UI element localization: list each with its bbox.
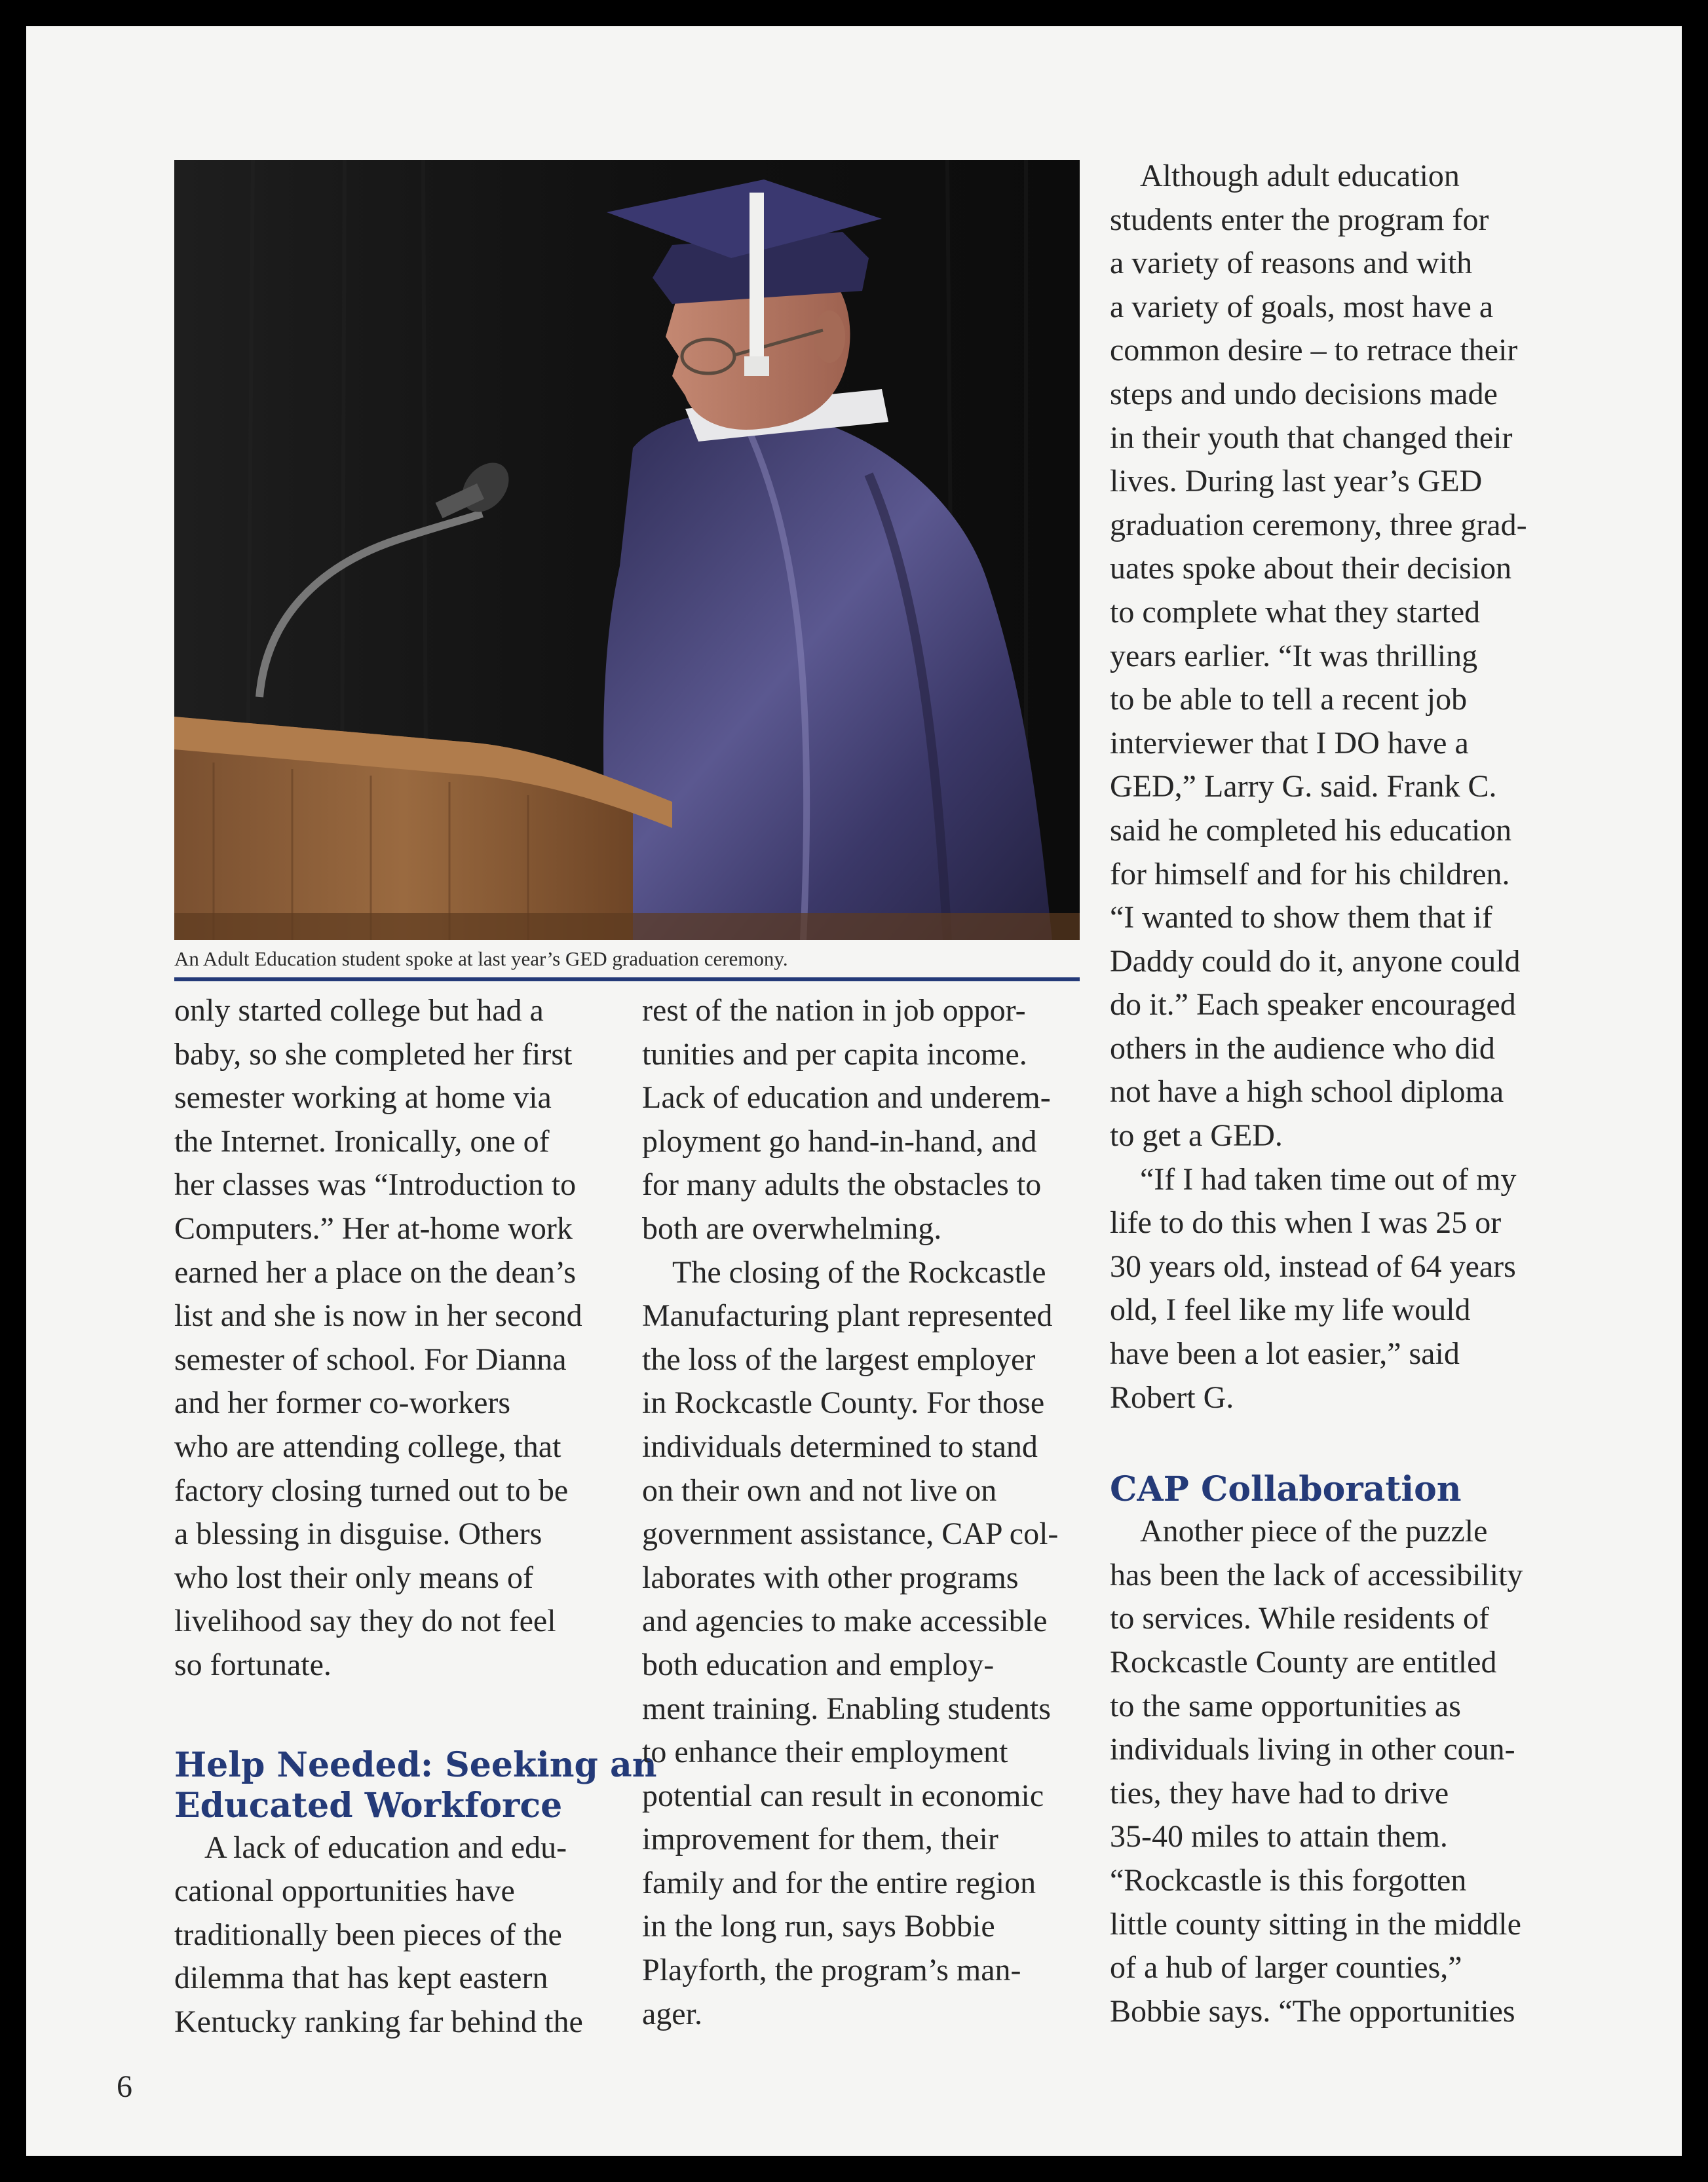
- text-line: who lost their only means of: [174, 1560, 533, 1595]
- text-line: old, I feel like my life would: [1110, 1292, 1471, 1328]
- text-line: individuals living in other coun-: [1110, 1732, 1515, 1767]
- text-line: only started college but had a: [174, 993, 544, 1028]
- col3-paragraph-3: [1110, 1510, 1582, 2033]
- text-line: rest of the nation in job oppor-: [642, 993, 1026, 1028]
- col2-paragraph-1: [642, 989, 1094, 1251]
- text-line: individuals determined to stand: [642, 1429, 1038, 1464]
- text-line: family and for the entire region: [642, 1865, 1036, 1900]
- text-line: baby, so she completed her first: [174, 1036, 573, 1072]
- text-line: in the long run, says Bobbie: [642, 1909, 995, 1944]
- column-1: [174, 989, 657, 2044]
- text-line: “If I had taken time out of my: [1140, 1161, 1517, 1197]
- text-line: interviewer that I DO have a: [1110, 725, 1469, 761]
- text-line: to enhance their employment: [642, 1735, 1008, 1770]
- text-line: tunities and per capita income.: [642, 1036, 1027, 1072]
- page-number: 6: [117, 2069, 132, 2104]
- text-line: a variety of goals, most have a: [1110, 289, 1494, 324]
- text-line: for many adults the obstacles to: [642, 1167, 1042, 1203]
- column-2: [642, 989, 1094, 2036]
- text-line: not have a high school diploma: [1110, 1074, 1504, 1110]
- text-line: common desire – to retrace their: [1110, 333, 1518, 368]
- text-line: both are overwhelming.: [642, 1211, 942, 1246]
- text-line: others in the audience who did: [1110, 1030, 1495, 1066]
- text-line: in Rockcastle County. For those: [642, 1385, 1045, 1421]
- col3-paragraph-2: [1110, 1158, 1582, 1420]
- text-line: to get a GED.: [1110, 1118, 1283, 1154]
- text-line: lives. During last year’s GED: [1110, 464, 1483, 499]
- text-line: and her former co-workers: [174, 1385, 511, 1421]
- text-line: both education and employ-: [642, 1647, 995, 1682]
- text-line: Although adult education: [1140, 159, 1460, 193]
- text-line: to be able to tell a recent job: [1110, 682, 1468, 717]
- text-line: to services. While residents of: [1110, 1601, 1489, 1636]
- text-line: ment training. Enabling students: [642, 1691, 1051, 1726]
- text-line: Computers.” Her at-home work: [174, 1211, 573, 1246]
- text-line: a variety of reasons and with: [1110, 246, 1473, 281]
- text-line: little county sitting in the middle: [1110, 1906, 1521, 1942]
- col1-paragraph-2: [174, 1826, 626, 2044]
- text-line: so fortunate.: [174, 1647, 332, 1682]
- text-line: list and she is now in her second: [174, 1298, 582, 1334]
- text-line: life to do this when I was 25 or: [1110, 1205, 1502, 1241]
- section-heading-cap-collaboration: CAP Collaboration: [1110, 1469, 1462, 1510]
- text-line: Bobbie says. “The opportunities: [1110, 1993, 1515, 2029]
- text-line: to the same opportunities as: [1110, 1688, 1461, 1723]
- text-line: the loss of the largest employer: [642, 1342, 1036, 1377]
- text-line: to complete what they started: [1110, 594, 1481, 630]
- text-line: A lack of education and edu-: [204, 1830, 567, 1865]
- text-line: said he completed his education: [1110, 812, 1512, 848]
- text-line: Another piece of the puzzle: [1140, 1514, 1488, 1549]
- text-line: years earlier. “It was thrilling: [1110, 638, 1478, 673]
- heading-line: Help Needed: Seeking an: [174, 1744, 657, 1785]
- text-line: Lack of education and underem-: [642, 1080, 1051, 1116]
- text-line: ployment go hand-in-hand, and: [642, 1123, 1037, 1159]
- heading-line: Educated Workforce: [174, 1785, 563, 1826]
- text-line: students enter the program for: [1110, 202, 1489, 237]
- caption-rule: [174, 977, 1080, 981]
- magazine-page: [26, 26, 1682, 2156]
- text-line: for himself and for his children.: [1110, 856, 1510, 892]
- text-line: uates spoke about their decision: [1110, 551, 1512, 586]
- text-line: Robert G.: [1110, 1380, 1234, 1415]
- text-line: and agencies to make accessible: [642, 1604, 1048, 1639]
- column-3: [1110, 155, 1582, 2033]
- text-line: Rockcastle County are entitled: [1110, 1645, 1497, 1680]
- text-line: do it.” Each speaker encouraged: [1110, 987, 1516, 1023]
- text-line: Daddy could do it, anyone could: [1110, 943, 1521, 979]
- text-line: “Rockcastle is this forgotten: [1110, 1862, 1467, 1898]
- col1-paragraph-1: [174, 989, 626, 1687]
- text-line: earned her a place on the dean’s: [174, 1254, 577, 1290]
- section-heading-help-needed: [174, 1744, 657, 1826]
- text-line: a blessing in disguise. Others: [174, 1516, 542, 1552]
- text-line: her classes was “Introduction to: [174, 1167, 577, 1203]
- graduation-photo: [174, 160, 1080, 940]
- text-line: 35-40 miles to attain them.: [1110, 1819, 1448, 1854]
- text-line: improvement for them, their: [642, 1822, 998, 1857]
- text-line: on their own and not live on: [642, 1473, 997, 1508]
- text-line: GED,” Larry G. said. Frank C.: [1110, 769, 1497, 804]
- text-line: ties, they have had to drive: [1110, 1775, 1449, 1811]
- text-line: potential can result in economic: [642, 1778, 1044, 1813]
- text-line: of a hub of larger counties,”: [1110, 1950, 1462, 1985]
- text-line: steps and undo decisions made: [1110, 376, 1498, 411]
- text-line: factory closing turned out to be: [174, 1473, 569, 1508]
- text-line: semester of school. For Dianna: [174, 1342, 567, 1377]
- text-line: 30 years old, instead of 64 years: [1110, 1249, 1516, 1284]
- text-line: traditionally been pieces of the: [174, 1917, 562, 1952]
- text-line: government assistance, CAP col-: [642, 1516, 1059, 1552]
- text-line: cational opportunities have: [174, 1873, 515, 1909]
- text-line: “I wanted to show them that if: [1110, 900, 1492, 935]
- text-line: semester working at home via: [174, 1080, 552, 1116]
- text-line: laborates with other programs: [642, 1560, 1019, 1595]
- text-line: ager.: [642, 1996, 702, 2031]
- col3-paragraph-1: [1110, 155, 1582, 1158]
- text-line: have been a lot easier,” said: [1110, 1336, 1460, 1372]
- text-line: Playforth, the program’s man-: [642, 1953, 1021, 1988]
- text-line: who are attending college, that: [174, 1429, 561, 1464]
- text-line: the Internet. Ironically, one of: [174, 1123, 550, 1159]
- col2-paragraph-2: [642, 1251, 1094, 2037]
- text-line: graduation ceremony, three grad-: [1110, 507, 1527, 542]
- text-line: has been the lack of accessibility: [1110, 1557, 1523, 1592]
- text-line: The closing of the Rockcastle: [672, 1254, 1046, 1290]
- text-line: Kentucky ranking far behind the: [174, 2004, 583, 2039]
- text-line: dilemma that has kept eastern: [174, 1961, 548, 1996]
- text-line: in their youth that changed their: [1110, 420, 1513, 455]
- photo-caption: An Adult Education student spoke at last year’s GED graduation ceremony.: [174, 947, 788, 970]
- text-line: Manufacturing plant represented: [642, 1298, 1053, 1334]
- text-line: livelihood say they do not feel: [174, 1604, 556, 1639]
